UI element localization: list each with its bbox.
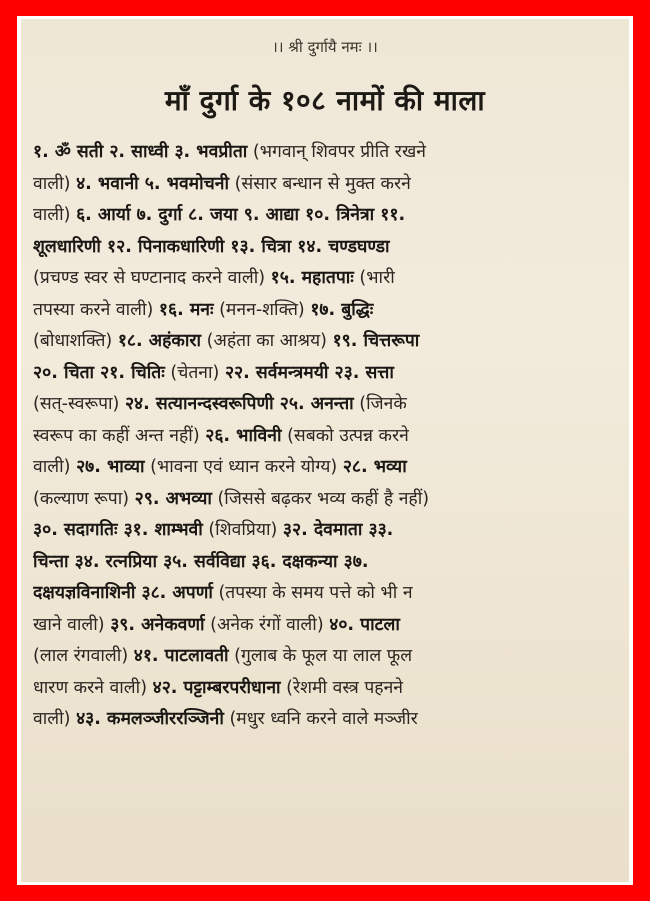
- description-text: वाली): [33, 709, 77, 729]
- description-text: (शिवप्रिया): [202, 520, 283, 540]
- name-entry: ४१. पाटलावती: [133, 646, 229, 666]
- name-entry: १९. चित्तरूपा: [332, 331, 420, 351]
- name-entry: ४०. पाटला: [329, 614, 400, 635]
- description-text: (अनेक रंगों वाली): [204, 614, 330, 635]
- text-line: [33, 232, 621, 264]
- name-entry: १५. महातपाः: [270, 268, 354, 288]
- name-entry: १६. मनः: [158, 299, 214, 320]
- description-text: (संसार बन्धान से मुक्त करने: [229, 173, 411, 194]
- description-text: (मनन-शक्ति): [213, 299, 311, 320]
- name-entry: १७. बुद्धिः: [310, 299, 374, 320]
- name-entry: शूलधारिणी १२. पिनाकधारिणी १३. चित्रा १४. चण्डघण्डा: [33, 236, 390, 257]
- description-text: (मधुर ध्वनि करने वाले मञ्जीर: [223, 709, 418, 729]
- page-title: माँ दुर्गा के १०८ नामों की माला: [164, 84, 486, 117]
- name-entry: २४. सत्यानन्दस्वरूपिणी २५. अनन्ता: [124, 394, 354, 414]
- description-text: (अहंता का आश्रय): [201, 331, 333, 351]
- description-text: धारण करने वाली): [33, 677, 153, 698]
- text-line: [33, 578, 621, 610]
- text-line: [33, 484, 621, 516]
- name-entry: ४२. पट्टाम्बरपरीधाना: [152, 677, 281, 698]
- text-line: [33, 421, 621, 453]
- invocation-header: ।। श्री दुर्गायै नमः ।।: [272, 38, 378, 56]
- description-text: (सत्-स्वरूपा): [33, 394, 125, 414]
- description-text: (सबको उत्पन्न करने: [281, 425, 409, 446]
- name-entry: चिन्ता ३४. रत्नप्रिया ३५. सर्वविद्या ३६. दक्षकन्या ३७.: [33, 551, 369, 572]
- name-entry: २०. चिता २१. चितिः: [33, 362, 165, 383]
- name-entry: १. ॐ सती २. साध्वी ३. भवप्रीता: [33, 142, 248, 162]
- text-line: [33, 452, 621, 484]
- name-entry: ४. भवानी ५. भवमोचनी: [76, 173, 230, 194]
- name-entry: ३२. देवमाता ३३.: [282, 520, 394, 540]
- description-text: स्वरूप का कहीं अन्त नहीं): [33, 425, 206, 446]
- description-text: तपस्या करने वाली): [33, 299, 159, 320]
- description-text: (भारी: [353, 268, 395, 288]
- name-entry: ३९. अनेकवर्णा: [110, 614, 205, 635]
- name-entry: २२. सर्वमन्त्रमयी २३. सत्ता: [224, 362, 394, 383]
- name-entry: १८. अहंकारा: [117, 331, 202, 351]
- description-text: (बोधाशक्ति): [33, 331, 118, 351]
- text-line: [33, 515, 621, 547]
- description-text: (रेशमी वस्त्र पहनने: [280, 677, 404, 698]
- text-line: [33, 326, 621, 358]
- name-entry: २७. भाव्या: [76, 457, 145, 477]
- description-text: वाली): [33, 457, 77, 477]
- text-line: [33, 389, 621, 421]
- description-text: (जिनके: [353, 394, 407, 414]
- description-text: (चेतना): [164, 362, 225, 383]
- text-line: [33, 200, 621, 232]
- name-entry: २८. भव्या: [342, 457, 407, 477]
- text-line: [33, 704, 621, 736]
- description-text: (गुलाब के फूल या लाल फूल: [228, 646, 413, 666]
- description-text: (लाल रंगवाली): [33, 646, 134, 666]
- text-line: [33, 358, 621, 390]
- name-entry: ४३. कमलञ्जीररञ्जिनी: [76, 709, 224, 729]
- text-line: [33, 641, 621, 673]
- text-line: [33, 673, 621, 705]
- name-entry: दक्षयज्ञविनाशिनी ३८. अपर्णा: [33, 583, 213, 603]
- text-line: [33, 137, 621, 169]
- description-text: (प्रचण्ड स्वर से घण्टानाद करने वाली): [33, 268, 271, 288]
- text-line: [33, 263, 621, 295]
- description-text: (तपस्या के समय पत्ते को भी न: [212, 583, 413, 603]
- description-text: (कल्याण रूपा): [33, 488, 135, 509]
- names-list: [33, 137, 621, 736]
- text-line: [33, 295, 621, 327]
- description-text: खाने वाली): [33, 614, 111, 635]
- description-text: (भावना एवं ध्यान करने योग्य): [144, 457, 343, 477]
- name-entry: ३०. सदागतिः ३१. शाम्भवी: [33, 520, 203, 540]
- description-text: वाली): [33, 205, 77, 225]
- name-entry: २६. भाविनी: [205, 425, 282, 446]
- description-text: वाली): [33, 173, 77, 194]
- description-text: (जिससे बढ़कर भव्य कहीं है नहीं): [211, 488, 430, 509]
- name-entry: २९. अभव्या: [134, 488, 212, 509]
- text-line: [33, 169, 621, 201]
- text-line: [33, 547, 621, 579]
- page: [21, 19, 629, 882]
- name-entry: ६. आर्या ७. दुर्गा ८. जया ९. आद्या १०. त्रिनेत्रा ११.: [76, 205, 406, 225]
- description-text: (भगवान् शिवपर प्रीति रखने: [247, 142, 426, 162]
- text-line: [33, 610, 621, 642]
